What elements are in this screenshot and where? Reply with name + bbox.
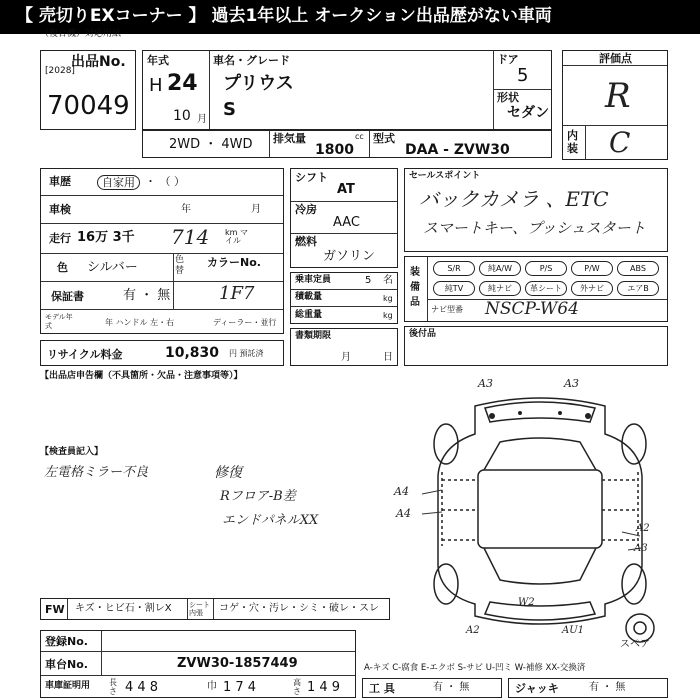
ac-label: 冷房 — [295, 203, 317, 216]
warranty-label: 保証書 — [51, 290, 84, 303]
mark-a3-front-right: A3 — [564, 377, 579, 390]
equip-pw: P/W — [571, 261, 613, 276]
lot-label: 出品No. — [71, 54, 126, 70]
drive-options: 2WD ・ 4WD — [169, 137, 253, 152]
dealer-label: ディーラー・並行 — [213, 318, 277, 327]
year-label: 年式 — [147, 54, 169, 67]
seat-value: コゲ・穴・汚レ・シミ・破レ・スレ — [219, 603, 379, 614]
lot-box — [40, 50, 136, 130]
mark-a2-rear: A2 — [466, 625, 480, 636]
mileage-handwritten: 714 — [171, 225, 210, 249]
cert-label: 車庫証明用 — [45, 681, 91, 691]
displacement-value: 1800 — [315, 142, 354, 158]
body-value: セダン — [507, 105, 550, 121]
equipment-label: 装備品 — [410, 267, 420, 308]
body-label: 形状 — [497, 91, 519, 104]
equip-alloy: 純A/W — [479, 261, 521, 276]
grade: S — [223, 99, 236, 120]
mark-a4-upper: A4 — [394, 485, 409, 498]
damage-legend: A-キズ C-腐食 E-エクボ S-サビ U-凹ミ W-補修 XX-交換済 — [364, 663, 586, 673]
height-value: 1 4 9 — [307, 680, 341, 695]
docs-month: 月 — [341, 352, 351, 363]
mileage-unit: km マイル — [225, 228, 248, 245]
inspector-title: 【検査員記入】 — [40, 447, 104, 457]
ac-value: AAC — [333, 215, 360, 230]
capacity-value: 5 — [365, 275, 372, 286]
gross-label: 総重量 — [295, 310, 323, 320]
mileage-value: 16万 3千 — [77, 230, 135, 245]
color-value: シルバー — [87, 260, 138, 275]
fuel-value: ガソリン — [323, 249, 376, 264]
mark-a3-side: A3 — [634, 543, 648, 554]
mileage-label: 走行 — [49, 232, 71, 245]
tools-value: 有 ・ 無 — [433, 682, 470, 693]
shift-value: AT — [337, 182, 355, 197]
jack-label: ジャッキ — [515, 682, 559, 695]
tools-label: 工 具 — [369, 682, 395, 695]
shaken-year: 年 — [181, 204, 191, 215]
footer-box — [40, 630, 356, 698]
docs-label: 書類期限 — [295, 331, 332, 341]
equip-navi: 純ナビ — [479, 281, 521, 296]
warranty-value: 有 ・ 無 — [123, 288, 171, 303]
equip-abs: ABS — [617, 261, 659, 276]
fw-label: FW — [45, 603, 65, 616]
equip-airbag: エアB — [617, 281, 659, 296]
fuel-label: 燃料 — [295, 235, 317, 248]
chassis-value: ZVW30-1857449 — [177, 656, 298, 671]
kyogo-note: （複合機）対応用紙 — [40, 29, 122, 39]
shift-label: シフト — [295, 171, 328, 184]
color-label: 色 — [57, 261, 68, 274]
reki-label: 車歴 — [49, 175, 71, 188]
recycle-value: 10,830 — [165, 345, 220, 361]
reki-rest: ・ （ ） — [145, 175, 185, 188]
report-title: 【出品店申告欄（不具箇所・欠品・注意事項等）】 — [40, 371, 243, 381]
docs-day: 日 — [383, 352, 393, 363]
capacity-unit: 名 — [383, 275, 393, 286]
shift-box — [290, 168, 398, 268]
retrofit-label: 後付品 — [409, 329, 437, 339]
spare-label: スペア — [620, 639, 650, 650]
equip-ext-navi: 外ナビ — [571, 281, 613, 296]
note-r3: エンドパネルXX — [222, 513, 319, 528]
car-name: プリウス — [223, 73, 294, 94]
tools-box — [362, 678, 502, 698]
load-unit: kg — [383, 294, 393, 303]
height-label: 高さ — [293, 678, 301, 696]
fw-row — [40, 598, 390, 620]
score-value: R — [605, 76, 631, 116]
gross-unit: kg — [383, 311, 393, 320]
sales-box — [404, 168, 668, 252]
equipment-box — [404, 256, 668, 322]
mark-w2: W2 — [518, 597, 535, 608]
recycle-label: リサイクル料金 — [47, 348, 123, 361]
jack-value: 有 ・ 無 — [589, 682, 626, 693]
spec-box — [142, 50, 552, 130]
fw-value: キズ・ヒビ石・割レX — [75, 603, 172, 614]
navi-label: ナビ型番 — [431, 305, 463, 314]
history-box — [40, 168, 284, 334]
note-r2: Rフロア-B差 — [220, 489, 296, 504]
displacement-unit: cc — [355, 132, 364, 141]
sales-line2: スマートキー、プッシュスタート — [423, 219, 646, 237]
recycle-box — [40, 340, 284, 366]
door-label: ドア — [497, 53, 519, 66]
model-label: 型式 — [373, 132, 395, 145]
length-label: 長さ — [109, 678, 117, 696]
jack-box — [508, 678, 668, 698]
retrofit-box — [404, 326, 668, 366]
header-title: 【 売切りEXコーナー 】 過去1年以上 オークション出品歴がない車両 — [16, 6, 552, 26]
color-no-value: 1F7 — [219, 283, 255, 304]
navi-value: NSCP-W64 — [485, 299, 579, 319]
score-label: 評価点 — [599, 52, 632, 65]
handle-label: 年 ハンドル 左・右 — [105, 318, 175, 327]
note-left: 左電格ミラー不良 — [44, 465, 149, 480]
width-value: 1 7 4 — [223, 680, 257, 695]
mark-a4-lower: A4 — [396, 507, 411, 520]
note-r1: 修復 — [214, 465, 242, 481]
chassis-label: 車台No. — [45, 658, 88, 671]
color-change: 色替 — [175, 255, 185, 276]
interior-value: C — [609, 126, 631, 159]
equip-ps: P/S — [525, 261, 567, 276]
capacity-label: 乗車定員 — [295, 275, 332, 285]
month-value: 10 — [173, 108, 191, 124]
equip-sr: S/R — [433, 261, 475, 276]
sales-label: セールスポイント — [409, 171, 481, 181]
interior-label: 内装 — [567, 129, 578, 155]
shaken-label: 車検 — [49, 203, 71, 216]
displacement-label: 排気量 — [273, 132, 306, 145]
shaken-month: 月 — [251, 204, 261, 215]
drive-row — [142, 130, 552, 158]
reg-label: 登録No. — [45, 635, 88, 648]
equip-tv: 純TV — [433, 281, 475, 296]
name-label: 車名・グレード — [213, 54, 290, 67]
reki-value: 自家用 — [97, 175, 140, 190]
era: H — [149, 75, 163, 96]
model-year-label: モデル年式 — [45, 313, 73, 330]
load-label: 積載量 — [295, 292, 323, 302]
color-no-label: カラーNo. — [207, 256, 261, 269]
sales-line1: バックカメラ 、ETC — [419, 187, 609, 211]
recycle-unit: 円 預託済 — [229, 349, 264, 358]
width-label: 巾 — [207, 681, 217, 692]
mark-a2-side: A2 — [636, 523, 650, 534]
score-box — [562, 50, 668, 160]
length-value: 4 4 8 — [125, 680, 159, 695]
model-value: DAA - ZVW30 — [405, 142, 510, 158]
lot-number: 70049 — [47, 91, 130, 121]
door-value: 5 — [517, 65, 529, 86]
mark-au1: AU1 — [562, 625, 585, 636]
seat-label: シート内張 — [189, 601, 210, 617]
lot-tag: [2028] — [45, 66, 75, 76]
mark-a3-front-left: A3 — [478, 377, 493, 390]
capacity-box — [290, 272, 398, 324]
docs-box — [290, 328, 398, 366]
equip-leather: 革シート — [525, 281, 567, 296]
month-unit: 月 — [197, 114, 207, 125]
year-value: 24 — [167, 71, 198, 96]
